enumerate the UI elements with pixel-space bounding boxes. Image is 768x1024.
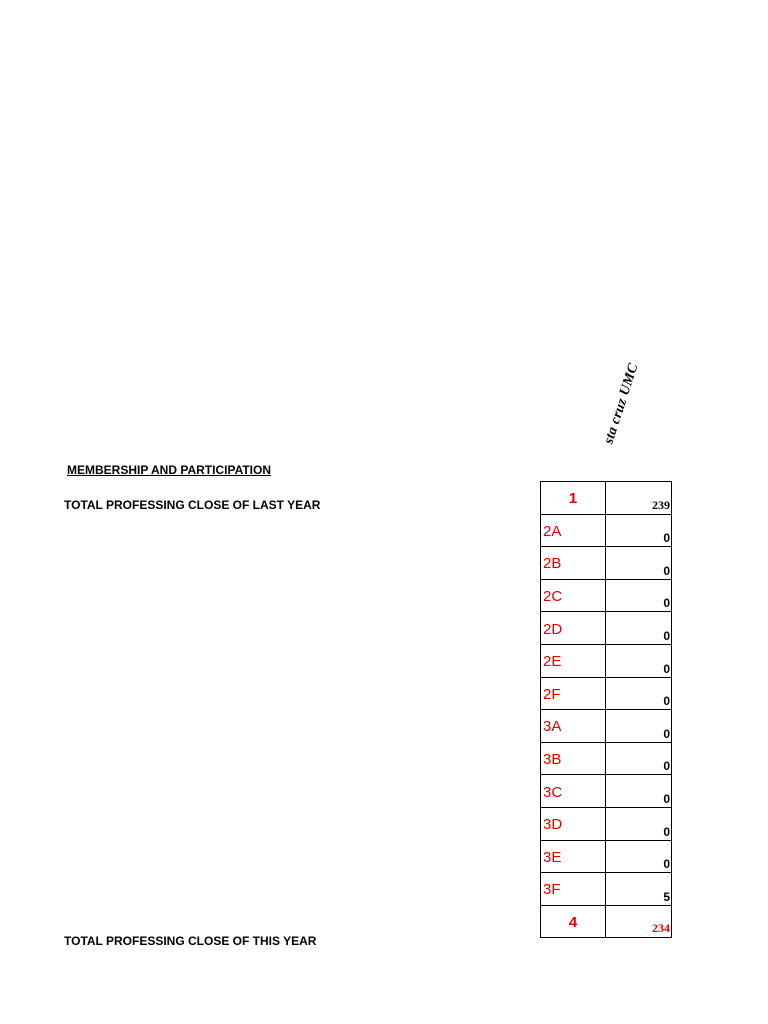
membership-table: [540, 481, 672, 938]
row-code: 1: [541, 482, 606, 515]
row-code: 3C: [541, 775, 606, 808]
row-value: 0: [606, 710, 672, 743]
row-value: 0: [606, 514, 672, 547]
table-row: [541, 840, 672, 873]
row-code: 3F: [541, 873, 606, 906]
row-code: 2A: [541, 514, 606, 547]
row-value: 0: [606, 547, 672, 580]
row-value: 0: [606, 612, 672, 645]
row-code: 3B: [541, 742, 606, 775]
table-row: [541, 710, 672, 743]
table-row: [541, 905, 672, 938]
label-this-year-total: TOTAL PROFESSING CLOSE OF THIS YEAR: [64, 934, 317, 948]
table-row: [541, 612, 672, 645]
label-last-year-total: TOTAL PROFESSING CLOSE OF LAST YEAR: [64, 498, 321, 512]
table-row: [541, 775, 672, 808]
table-row: [541, 482, 672, 515]
row-value: 234: [606, 905, 672, 938]
row-value: 0: [606, 644, 672, 677]
table-row: [541, 514, 672, 547]
table-row: [541, 579, 672, 612]
section-heading: MEMBERSHIP AND PARTICIPATION: [67, 463, 272, 477]
row-code: 3A: [541, 710, 606, 743]
table-row: [541, 644, 672, 677]
row-value: 0: [606, 775, 672, 808]
row-code: 2D: [541, 612, 606, 645]
church-name: sta cruz UMC: [601, 361, 642, 446]
row-value: 0: [606, 579, 672, 612]
row-value: 0: [606, 840, 672, 873]
row-code: 3E: [541, 840, 606, 873]
row-value: 0: [606, 807, 672, 840]
row-code: 2F: [541, 677, 606, 710]
table-row: [541, 677, 672, 710]
table-row: [541, 742, 672, 775]
table-row: [541, 547, 672, 580]
table-row: [541, 807, 672, 840]
row-code: 3D: [541, 807, 606, 840]
row-code: 2C: [541, 579, 606, 612]
row-code: 2B: [541, 547, 606, 580]
row-code: 4: [541, 905, 606, 938]
row-value: 0: [606, 677, 672, 710]
row-value: 239: [606, 482, 672, 515]
table-row: [541, 873, 672, 906]
row-code: 2E: [541, 644, 606, 677]
row-value: 0: [606, 742, 672, 775]
row-value: 5: [606, 873, 672, 906]
